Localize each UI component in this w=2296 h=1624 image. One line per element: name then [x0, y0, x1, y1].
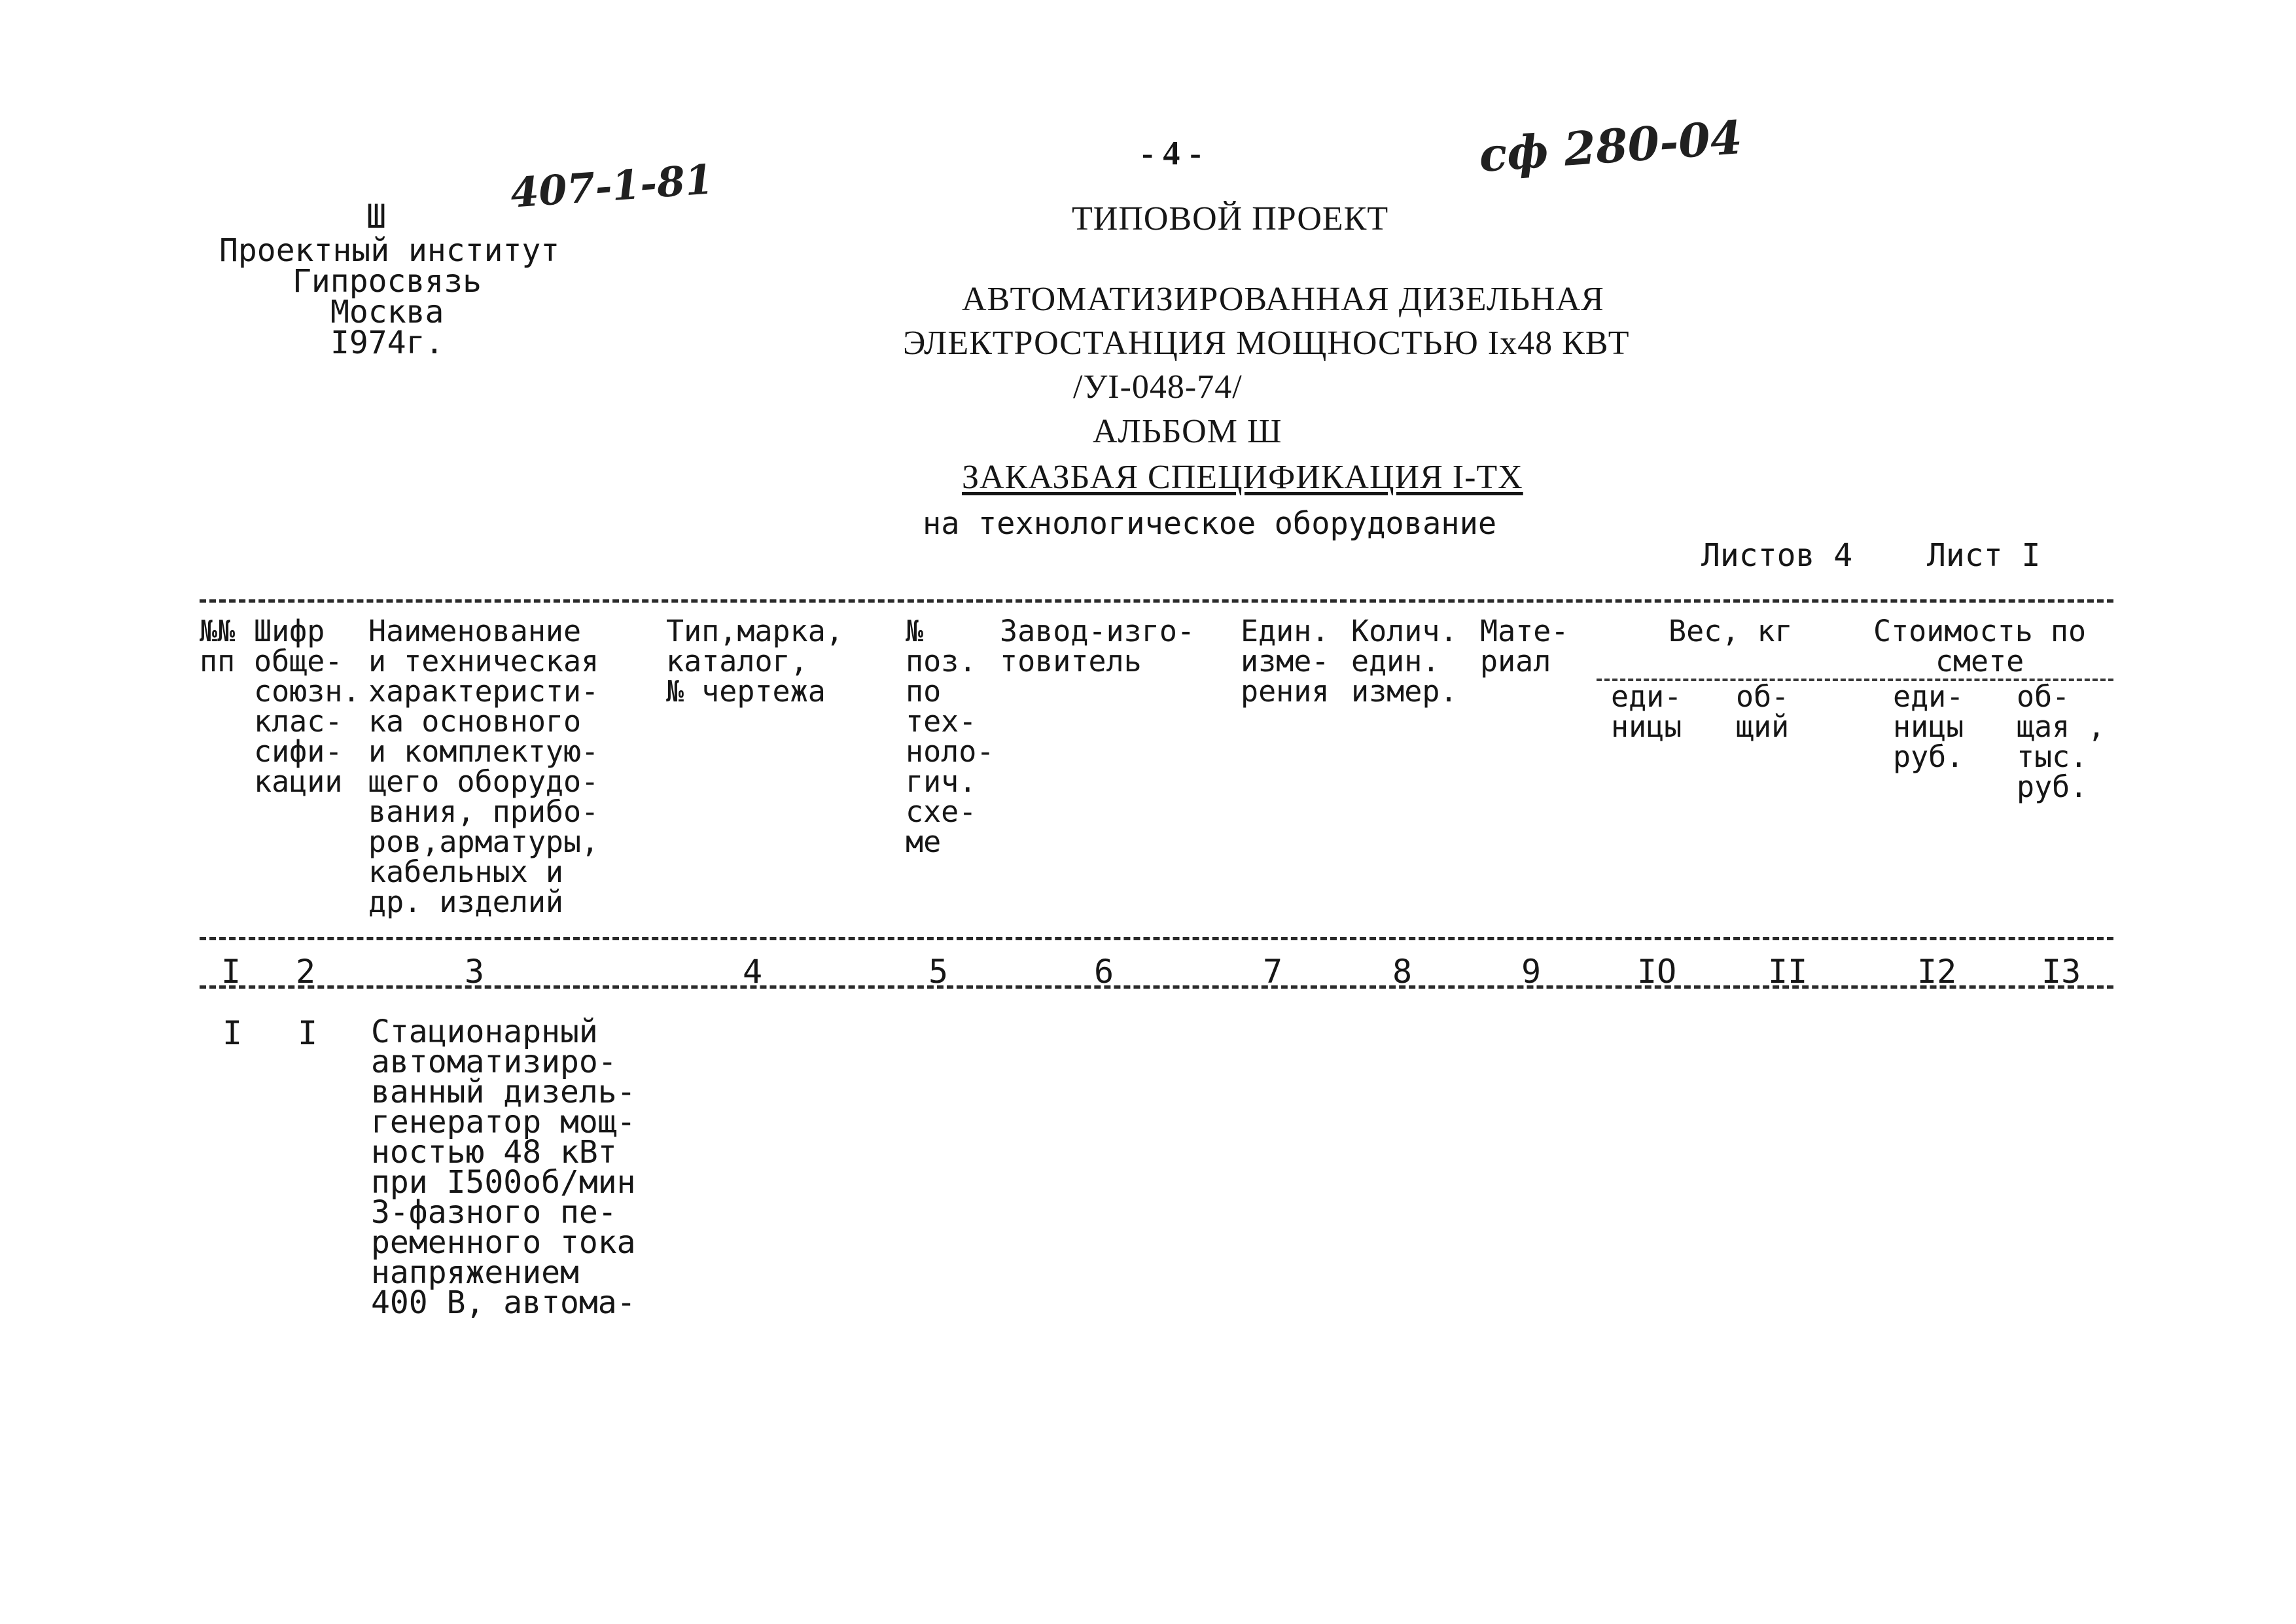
col-number-11: II [1768, 953, 1808, 991]
col-header-position: № поз. по тех- ноло- гич. схе- ме [906, 614, 995, 859]
title-line1: АВТОМАТИЗИРОВАННАЯ ДИЗЕЛЬНАЯ [962, 281, 1604, 318]
col-number-2: 2 [296, 953, 316, 991]
col-header-manufacturer: Завод-изго- товитель [1000, 614, 1195, 679]
col-number-4: 4 [743, 953, 763, 991]
col-number-6: 6 [1094, 953, 1114, 991]
col-header-cost-unit: еди- ницы руб. [1893, 679, 1964, 774]
col-header-cost-total: об- щая , тыс. руб. [2017, 679, 2106, 804]
album-label: АЛЬБОМ Ш [1093, 413, 1282, 450]
row-1-name: Стационарный автоматизиро- ванный дизель- генератор мощ- ностью 48 кВт при I500об/мин 3-фазного пе- ременного тока напряжением 400 В, автома- [371, 1014, 636, 1321]
col-number-12: I2 [1917, 953, 1957, 991]
col-header-code: Шифр обще- союзн. клас- сифи- кации [254, 614, 361, 799]
col-number-13: I3 [2041, 953, 2081, 991]
col-header-cost-group: Стоимость по смете [1873, 614, 2087, 679]
col-header-quantity: Колич. един. измер. [1351, 614, 1458, 709]
col-header-type: Тип,марка, каталог, № чертежа [666, 614, 843, 709]
institute-line4: I974г. [330, 325, 444, 361]
institute-line2: Гипросвязь [292, 263, 482, 300]
column-numbers-rule [200, 985, 2113, 989]
col-header-material: Мате- риал [1480, 614, 1569, 679]
handwritten-project-code: 407-1-81 [508, 155, 715, 217]
col-number-5: 5 [928, 953, 949, 991]
title-line2: ЭЛЕКТРОСТАНЦИЯ МОЩНОСТЬЮ Iх48 КВТ [903, 325, 1630, 362]
institute-line3: Москва [330, 294, 444, 330]
sheet-current: Лист I [1927, 537, 2041, 574]
specification-subtitle: на технологическое оборудование [923, 506, 1497, 542]
specification-title: ЗАКАЗБАЯ СПЕЦИФИКАЦИЯ I-ТХ [962, 459, 1523, 496]
sheets-total: Листов 4 [1701, 537, 1853, 574]
col-number-9: 9 [1521, 953, 1542, 991]
col-header-name: Наименование и техническая характеристи- ка основного и комплектую- щего оборудо- вания, прибо- ров,арматуры, кабельных и др. изделий [368, 614, 599, 919]
col-number-1: I [221, 953, 241, 991]
col-number-10: IO [1637, 953, 1677, 991]
col-header-weight-group: Вес, кг [1669, 614, 1793, 648]
col-number-3: 3 [465, 953, 485, 991]
table-top-rule [200, 599, 2113, 603]
institute-line1: Проектный институт [219, 232, 560, 269]
handwritten-sheet-code: сф 280-04 [1477, 110, 1744, 183]
typical-project-heading: ТИПОВОЙ ПРОЕКТ [1072, 200, 1389, 238]
col-number-7: 7 [1263, 953, 1283, 991]
row-1-code: I [298, 1014, 318, 1052]
col-header-unit: Един. изме- рения [1241, 614, 1330, 709]
col-number-8: 8 [1392, 953, 1413, 991]
col-header-weight-total: об- щий [1736, 679, 1790, 744]
institute-roman: Ш [366, 198, 387, 236]
col-header-number: №№ пп [200, 614, 236, 679]
col-header-weight-unit: еди- ницы [1611, 679, 1682, 744]
header-bottom-rule [200, 937, 2113, 940]
page-number: - 4 - [1142, 135, 1202, 172]
row-1-number: I [222, 1014, 243, 1052]
project-code: /УI-048-74/ [1073, 368, 1243, 406]
